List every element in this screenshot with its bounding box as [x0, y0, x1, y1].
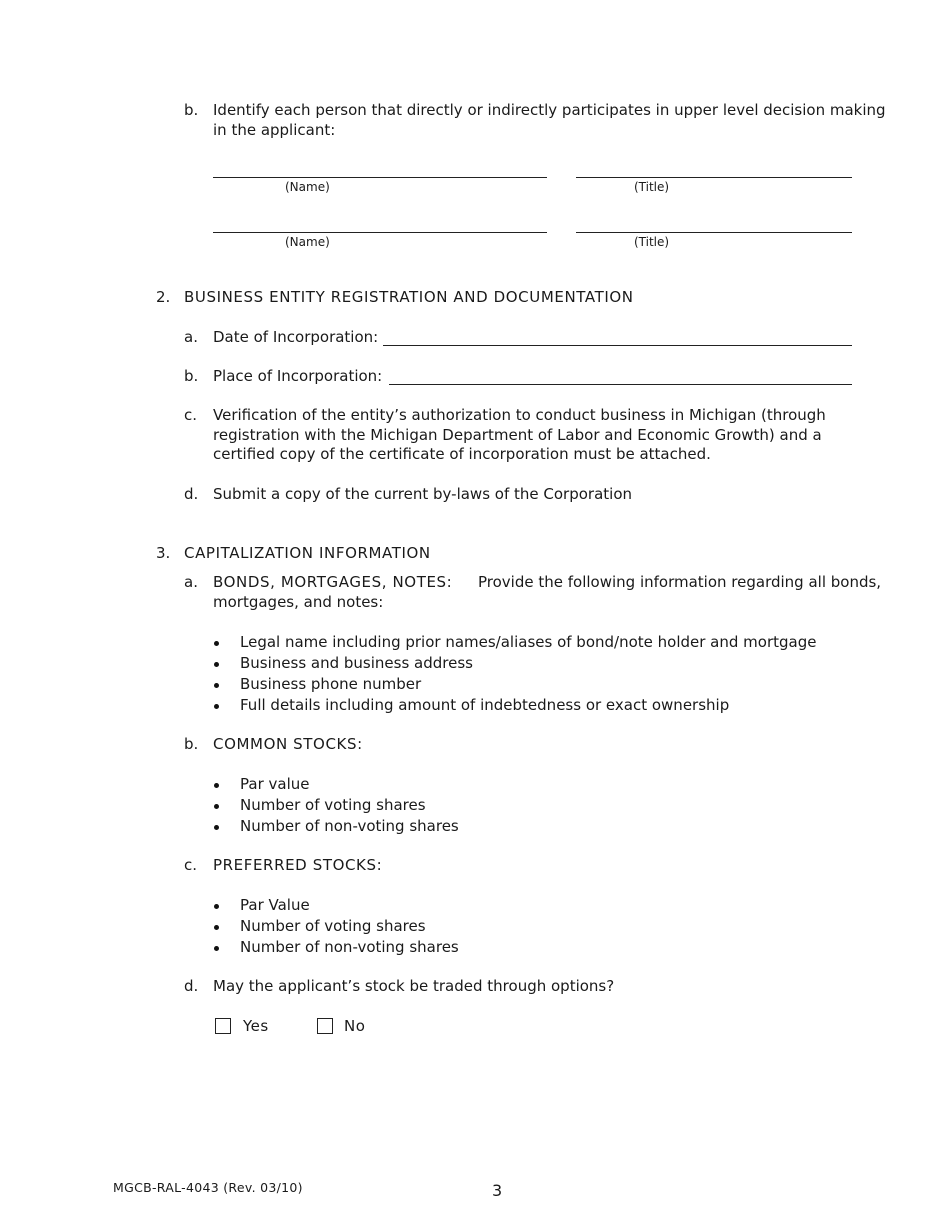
- list-item: Number of non-voting shares: [240, 938, 459, 956]
- list-item: Business phone number: [240, 675, 422, 693]
- bullet-icon: [214, 783, 219, 788]
- item-2d-letter: d.: [184, 485, 199, 503]
- decision-maker-name-field-2[interactable]: [213, 232, 547, 233]
- item-1b-text-line2: in the applicant:: [213, 121, 336, 139]
- item-3c-heading: PREFERRED STOCKS:: [213, 856, 383, 874]
- yes-label: Yes: [243, 1017, 269, 1035]
- list-item: Par Value: [240, 896, 310, 914]
- item-3a-line2: mortgages, and notes:: [213, 593, 384, 611]
- bullet-icon: [214, 662, 219, 667]
- item-2b-letter: b.: [184, 367, 199, 385]
- bullet-icon: [214, 641, 219, 646]
- decision-maker-title-field-2[interactable]: [576, 232, 852, 233]
- yes-checkbox[interactable]: [215, 1018, 231, 1034]
- bullet-icon: [214, 683, 219, 688]
- item-2c-letter: c.: [184, 406, 198, 424]
- bullet-icon: [214, 946, 219, 951]
- item-2c-line2: registration with the Michigan Department of Labor and Economic Growth) and a: [213, 426, 822, 444]
- item-2c-line1: Verification of the entity’s authorization to conduct business in Michigan (through: [213, 406, 826, 424]
- section-2-number: 2.: [156, 288, 171, 306]
- item-1b-letter: b.: [184, 101, 199, 119]
- name-field-label-2: (Name): [285, 235, 330, 249]
- place-of-incorporation-field[interactable]: [389, 384, 852, 385]
- bullet-icon: [214, 925, 219, 930]
- item-3c-letter: c.: [184, 856, 198, 874]
- item-3d-question: May the applicant’s stock be traded through options?: [213, 977, 615, 995]
- bullet-icon: [214, 704, 219, 709]
- section-3-number: 3.: [156, 544, 171, 562]
- list-item: Legal name including prior names/aliases of bond/note holder and mortgage: [240, 633, 817, 651]
- list-item: Number of voting shares: [240, 917, 426, 935]
- section-3-heading: CAPITALIZATION INFORMATION: [184, 544, 431, 562]
- date-of-incorporation-field[interactable]: [383, 345, 852, 346]
- item-3d-letter: d.: [184, 977, 199, 995]
- item-2c-line3: certified copy of the certificate of incorporation must be attached.: [213, 445, 711, 463]
- item-3b-heading: COMMON STOCKS:: [213, 735, 363, 753]
- item-3a-heading: BONDS, MORTGAGES, NOTES:: [213, 573, 453, 591]
- decision-maker-name-field-1[interactable]: [213, 177, 547, 178]
- page-number: 3: [492, 1181, 503, 1200]
- list-item: Number of non-voting shares: [240, 817, 459, 835]
- title-field-label-1: (Title): [634, 180, 670, 194]
- item-3a-letter: a.: [184, 573, 198, 591]
- no-checkbox[interactable]: [317, 1018, 333, 1034]
- item-2d-text: Submit a copy of the current by-laws of the Corporation: [213, 485, 632, 503]
- list-item: Full details including amount of indebtedness or exact ownership: [240, 696, 730, 714]
- section-2-heading: BUSINESS ENTITY REGISTRATION AND DOCUMENTATION: [184, 288, 634, 306]
- decision-maker-title-field-1[interactable]: [576, 177, 852, 178]
- title-field-label-2: (Title): [634, 235, 670, 249]
- name-field-label-1: (Name): [285, 180, 330, 194]
- item-2a-letter: a.: [184, 328, 198, 346]
- item-3b-letter: b.: [184, 735, 199, 753]
- form-id: MGCB-RAL-4043 (Rev. 03/10): [113, 1180, 303, 1195]
- list-item: Business and business address: [240, 654, 473, 672]
- list-item: Number of voting shares: [240, 796, 426, 814]
- bullet-icon: [214, 904, 219, 909]
- item-1b-text-line1: Identify each person that directly or indirectly participates in upper level decision making: [213, 101, 886, 119]
- bullet-icon: [214, 825, 219, 830]
- place-of-incorporation-label: Place of Incorporation:: [213, 367, 383, 385]
- item-3a-line1: Provide the following information regarding all bonds,: [478, 573, 882, 591]
- list-item: Par value: [240, 775, 310, 793]
- no-label: No: [344, 1017, 366, 1035]
- bullet-icon: [214, 804, 219, 809]
- date-of-incorporation-label: Date of Incorporation:: [213, 328, 379, 346]
